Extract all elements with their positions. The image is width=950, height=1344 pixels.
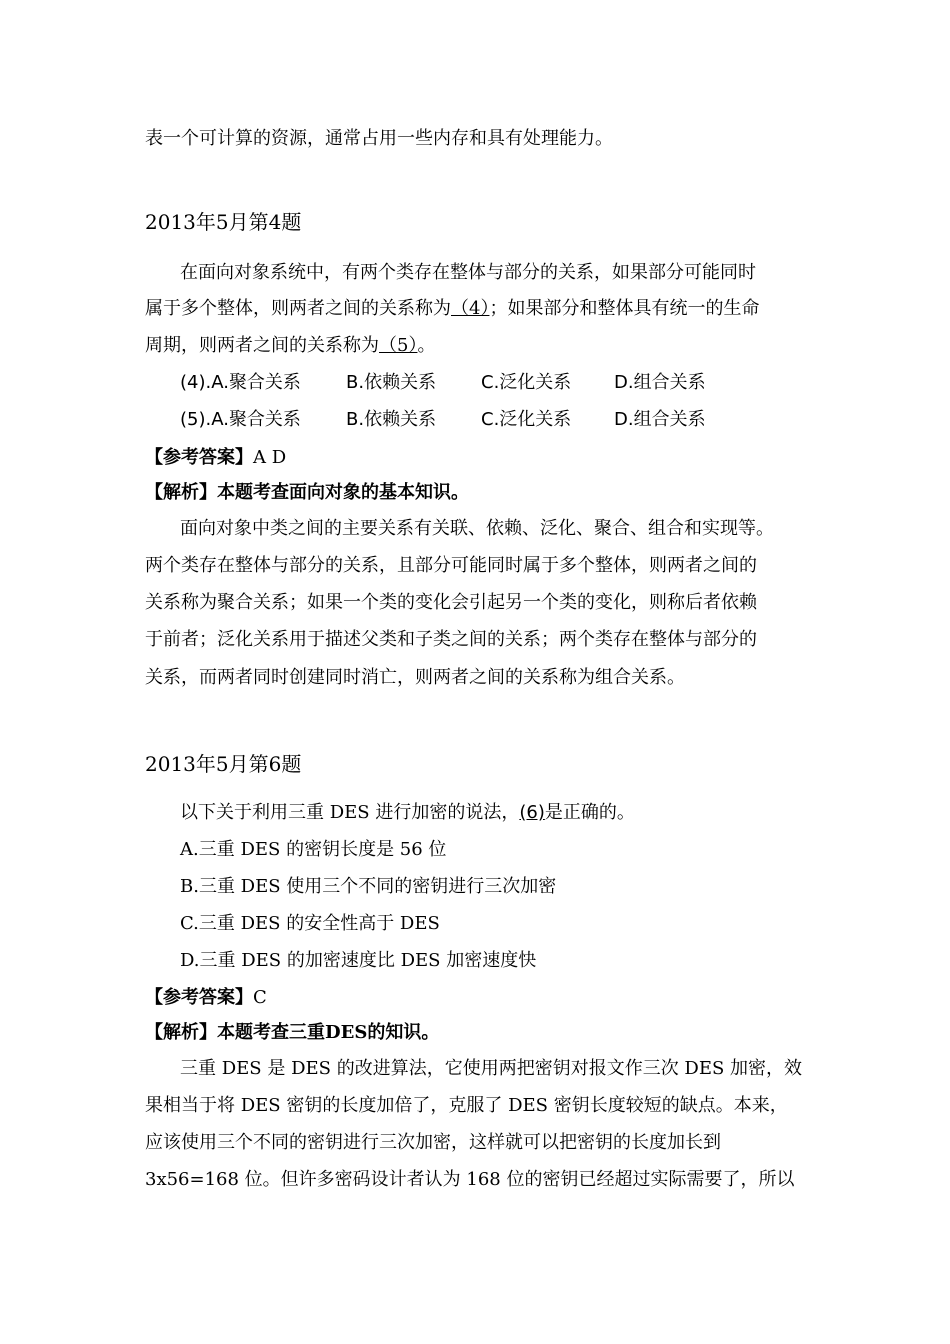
q4-stem-text: 。	[417, 335, 436, 356]
option-4c: C.泛化关系	[481, 372, 572, 393]
q6-analysis-line: 三重 DES 是 DES 的改进算法，它使用两把密钥对报文作三次 DES 加密，效	[180, 1058, 803, 1079]
q4-options-row-4	[180, 372, 706, 394]
q4-stem-text: 属于多个整体，则两者之间的关系称为	[145, 298, 451, 319]
q4-analysis-line: 两个类存在整体与部分的关系，且部分可能同时属于多个整体，则两者之间的	[145, 555, 757, 576]
blank-5: （5）	[379, 335, 418, 356]
analysis-title: 本题考查面向对象的基本知识。	[217, 482, 469, 503]
q4-analysis-heading	[145, 482, 469, 504]
option-5d: D.组合关系	[614, 409, 706, 430]
answer-label: 【参考答案】	[145, 987, 253, 1008]
q4-analysis-line: 关系，而两者同时创建同时消亡，则两者之间的关系称为组合关系。	[145, 667, 685, 688]
answer-value: C	[253, 987, 267, 1008]
analysis-title: 本题考查三重DES的知识。	[217, 1022, 440, 1043]
option-4b: B.依赖关系	[346, 372, 437, 393]
option-6d: D.三重 DES 的加密速度比 DES 加密速度快	[180, 950, 537, 971]
q4-heading: 2013年5月第4题	[145, 210, 302, 234]
q4-answer	[145, 447, 286, 469]
q4-stem-text: 周期，则两者之间的关系称为	[145, 335, 379, 356]
intro-tail-text: 表一个可计算的资源，通常占用一些内存和具有处理能力。	[145, 128, 613, 149]
q6-stem-text: 是正确的。	[544, 802, 635, 823]
option-6c: C.三重 DES 的安全性高于 DES	[180, 913, 440, 934]
analysis-label: 【解析】	[145, 482, 217, 503]
q6-analysis-line: 应该使用三个不同的密钥进行三次加密，这样就可以把密钥的长度加长到	[145, 1132, 721, 1153]
q4-analysis-line: 关系称为聚合关系；如果一个类的变化会引起另一个类的变化，则称后者依赖	[145, 592, 757, 613]
q4-stem-line-1: 在面向对象系统中，有两个类存在整体与部分的关系，如果部分可能同时	[180, 262, 756, 283]
option-5b: B.依赖关系	[346, 409, 437, 430]
q4-stem-line-3	[145, 335, 435, 357]
answer-value: A D	[253, 447, 287, 468]
q6-stem	[180, 802, 635, 824]
q6-analysis-line: 3x56=168 位。但许多密码设计者认为 168 位的密钥已经超过实际需要了，所以	[145, 1169, 795, 1190]
answer-label: 【参考答案】	[145, 447, 253, 468]
q6-analysis-heading	[145, 1022, 439, 1044]
q6-answer	[145, 987, 267, 1009]
q6-analysis-line: 果相当于将 DES 密钥的长度加倍了，克服了 DES 密钥长度较短的缺点。本来，	[145, 1095, 788, 1116]
option-4a: (4).A.聚合关系	[180, 372, 301, 393]
q4-stem-line-2	[145, 298, 759, 320]
option-5c: C.泛化关系	[481, 409, 572, 430]
option-6a: A.三重 DES 的密钥长度是 56 位	[180, 839, 447, 860]
q6-stem-text: 以下关于利用三重 DES 进行加密的说法，	[180, 802, 520, 823]
q6-heading: 2013年5月第6题	[145, 752, 302, 776]
option-4d: D.组合关系	[614, 372, 706, 393]
q4-analysis-line: 面向对象中类之间的主要关系有关联、依赖、泛化、聚合、组合和实现等。	[180, 518, 774, 539]
option-6b: B.三重 DES 使用三个不同的密钥进行三次加密	[180, 876, 557, 897]
blank-4: （4）	[451, 298, 490, 319]
option-5a: (5).A.聚合关系	[180, 409, 301, 430]
q4-analysis-line: 于前者；泛化关系用于描述父类和子类之间的关系；两个类存在整体与部分的	[145, 629, 757, 650]
blank-6: (6)	[519, 802, 545, 823]
q4-stem-text: ；如果部分和整体具有统一的生命	[489, 298, 760, 319]
analysis-label: 【解析】	[145, 1022, 217, 1043]
q4-options-row-5	[180, 409, 706, 431]
